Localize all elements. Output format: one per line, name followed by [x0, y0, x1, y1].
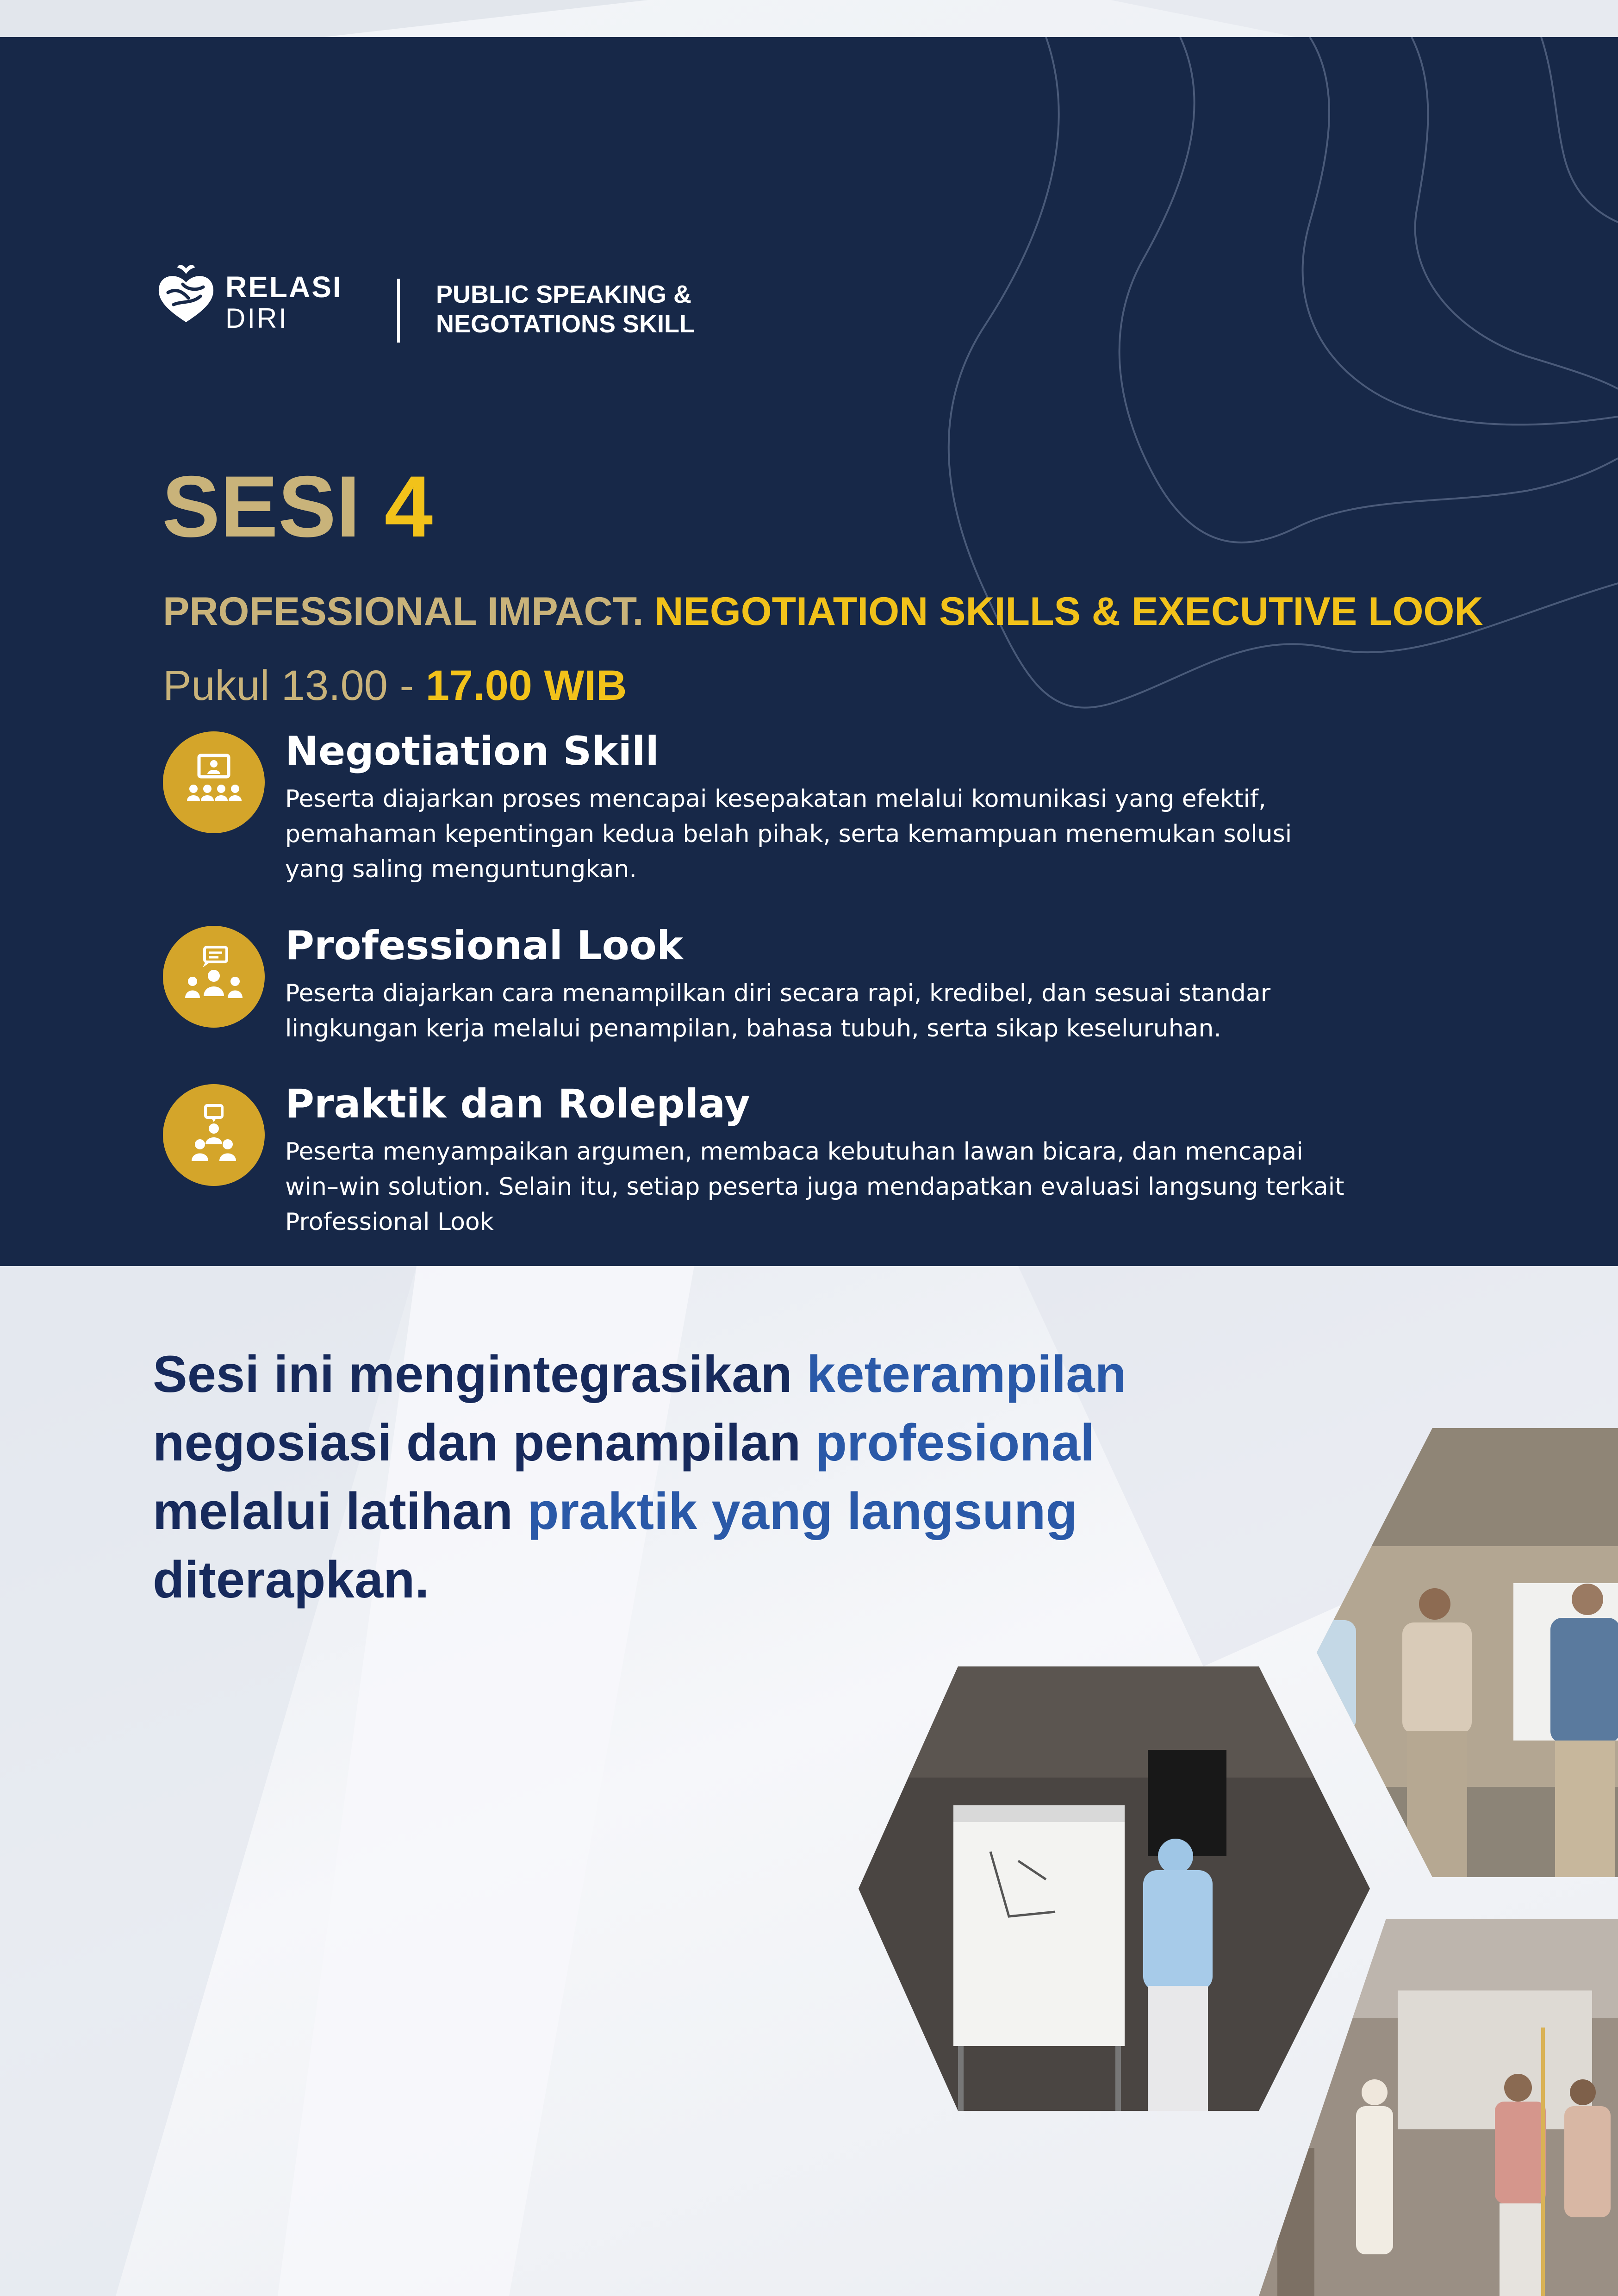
photo-participants-standing	[1282, 1426, 1618, 1879]
topic-title: Negotiation Skill	[285, 728, 659, 774]
photo-flipchart-presentation	[856, 1666, 1375, 2111]
subtitle-part-2: NEGOTIATION SKILLS & EXECUTIVE LOOK	[654, 589, 1483, 634]
topic-title: Professional Look	[285, 923, 684, 969]
tagline-highlight: profesional	[815, 1414, 1095, 1472]
topic-description-line: Peserta diajarkan cara menampilkan diri secara rapi, kredibel, dan sesuai standar	[285, 980, 1271, 1007]
topic-description-line: lingkungan kerja melalui penampilan, bahasa tubuh, serta sikap keseluruhan.	[285, 1015, 1221, 1042]
session-word: SESI	[162, 458, 361, 555]
tagline-highlight: praktik yang langsung	[527, 1482, 1077, 1540]
subtitle-part-1: PROFESSIONAL IMPACT.	[163, 589, 644, 634]
topic-description-line: win–win solution. Selain itu, setiap peserta juga mendapatkan evaluasi langsung terkait	[285, 1173, 1344, 1201]
topic-description-line: Professional Look	[285, 1208, 494, 1236]
time-end: 17.00 WIB	[425, 662, 627, 709]
session-number: 4	[384, 458, 433, 555]
tagline-text: melalui latihan	[153, 1482, 513, 1540]
program-line-1: PUBLIC SPEAKING &	[436, 281, 692, 308]
time-start: Pukul 13.00 -	[163, 662, 414, 709]
tagline-text: Sesi ini mengintegrasikan	[153, 1345, 792, 1403]
topic-description-line: Peserta diajarkan proses mencapai kesepakatan melalui komunikasi yang efektif,	[285, 785, 1266, 813]
logo-text-relasi: RELASI	[225, 270, 342, 304]
program-line-2: NEGOTATIONS SKILL	[436, 310, 695, 338]
topic-description-line: yang saling menguntungkan.	[285, 855, 637, 883]
logo-text-diri: DIRI	[225, 303, 288, 334]
tagline-text: diterapkan.	[153, 1551, 429, 1609]
topic-description-line: pemahaman kepentingan kedua belah pihak, serta kemampuan menemukan solusi	[285, 820, 1292, 848]
topic-description-line: Peserta menyampaikan argumen, membaca kebutuhan lawan bicara, dan mencapai	[285, 1138, 1303, 1166]
topic-title: Praktik dan Roleplay	[285, 1081, 750, 1127]
tagline-text: negosiasi dan penampilan	[153, 1414, 801, 1472]
tagline-highlight: keterampilan	[806, 1345, 1126, 1403]
